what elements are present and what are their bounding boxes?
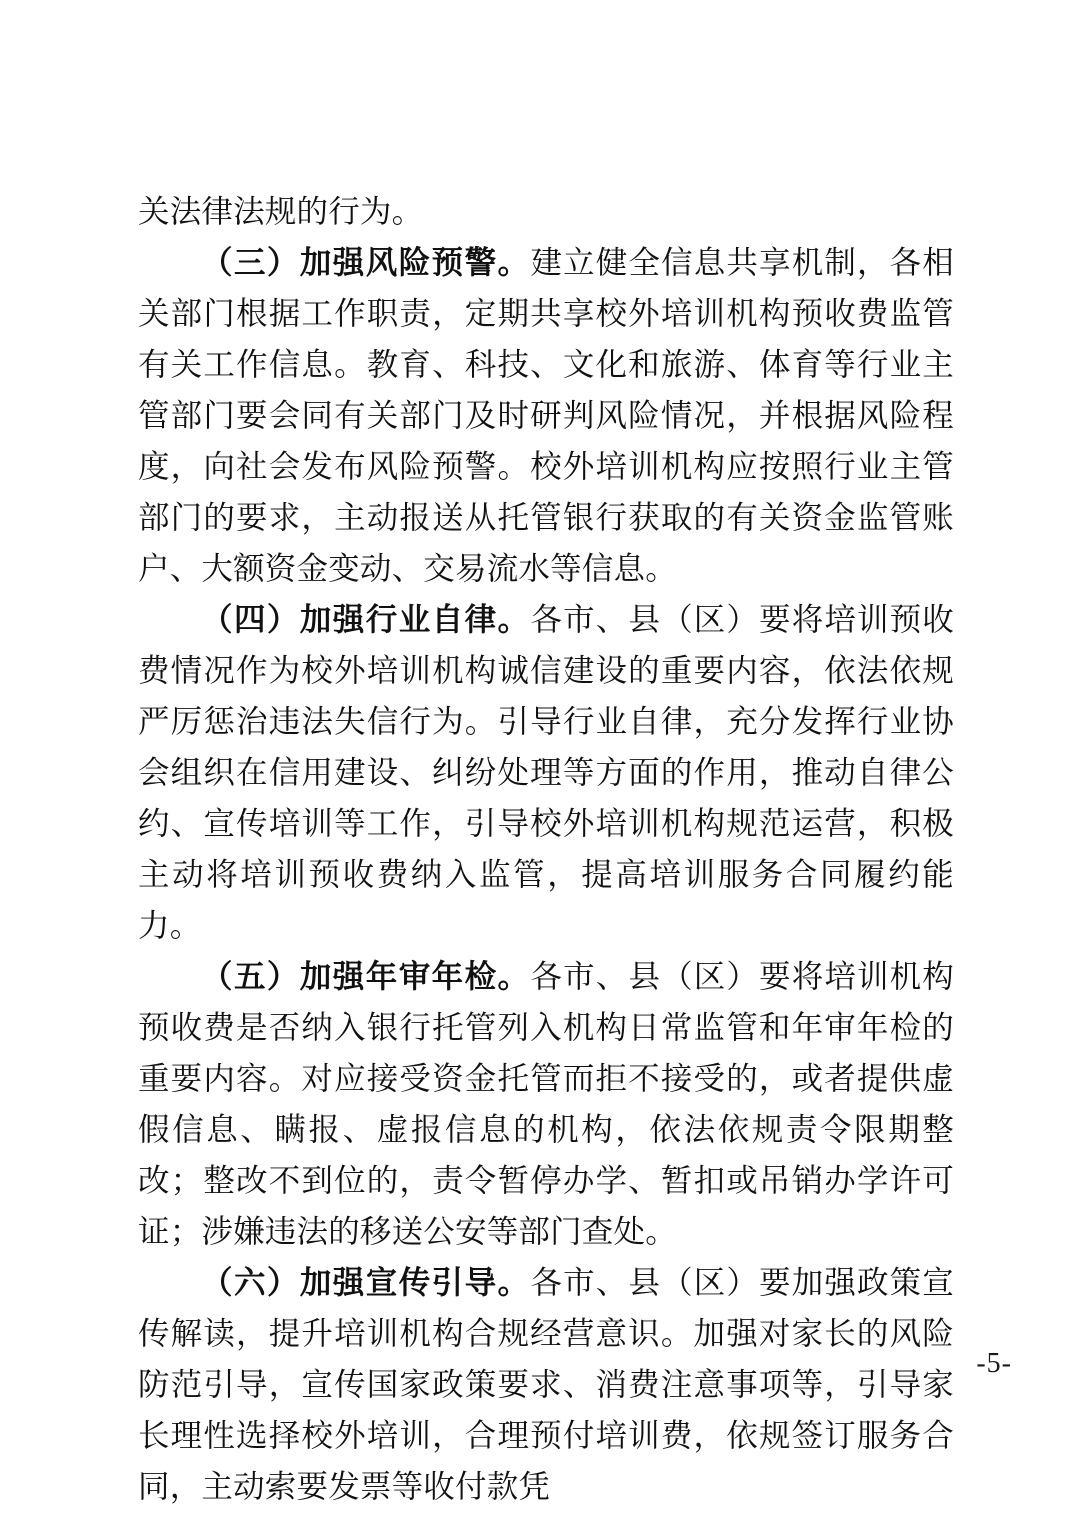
- section-paragraph-6: [138, 1257, 954, 1512]
- section-heading-3: （三）加强风险预警。: [201, 245, 531, 280]
- continued-paragraph: 关法律法规的行为。: [138, 194, 424, 229]
- section-paragraph-4: [138, 594, 954, 951]
- section-heading-5: （五）加强年审年检。: [201, 959, 531, 994]
- section-text-5: 各市、县（区）要将培训机构预收费是否纳入银行托管列入机构日常监管和年审年检的重要内容。对应接受资金托管而拒不接受的，或者提供虚假信息、瞒报、虚报信息的机构，依法依规责令限期整改；整改不到位的，责令暂停办学、暂扣或吊销办学许可证；涉嫌违法的移送公安等部门查处。: [138, 959, 954, 1249]
- section-paragraph-5: [138, 951, 954, 1257]
- section-paragraph-3: [138, 237, 954, 594]
- page-number: -5-: [976, 1348, 1012, 1379]
- section-text-6: 各市、县（区）要加强政策宣传解读，提升培训机构合规经营意识。加强对家长的风险防范引导，宣传国家政策要求、消费注意事项等，引导家长理性选择校外培训，合理预付培训费，依规签订服务合同，主动索要发票等收付款凭: [138, 1265, 954, 1504]
- section-text-3: 建立健全信息共享机制，各相关部门根据工作职责，定期共享校外培训机构预收费监管有关工作信息。教育、科技、文化和旅游、体育等行业主管部门要会同有关部门及时研判风险情况，并根据风险程度，向社会发布风险预警。校外培训机构应按照行业主管部门的要求，主动报送从托管银行获取的有关资金监管账户、大额资金变动、交易流水等信息。: [138, 245, 954, 586]
- section-heading-4: （四）加强行业自律。: [201, 602, 531, 637]
- section-text-4: 各市、县（区）要将培训预收费情况作为校外培训机构诚信建设的重要内容，依法依规严厉惩治违法失信行为。引导行业自律，充分发挥行业协会组织在信用建设、纠纷处理等方面的作用，推动自律公约、宣传培训等工作，引导校外培训机构规范运营，积极主动将培训预收费纳入监管，提高培训服务合同履约能力。: [138, 602, 954, 943]
- page-body: [138, 186, 954, 1512]
- section-heading-6: （六）加强宣传引导。: [201, 1265, 531, 1300]
